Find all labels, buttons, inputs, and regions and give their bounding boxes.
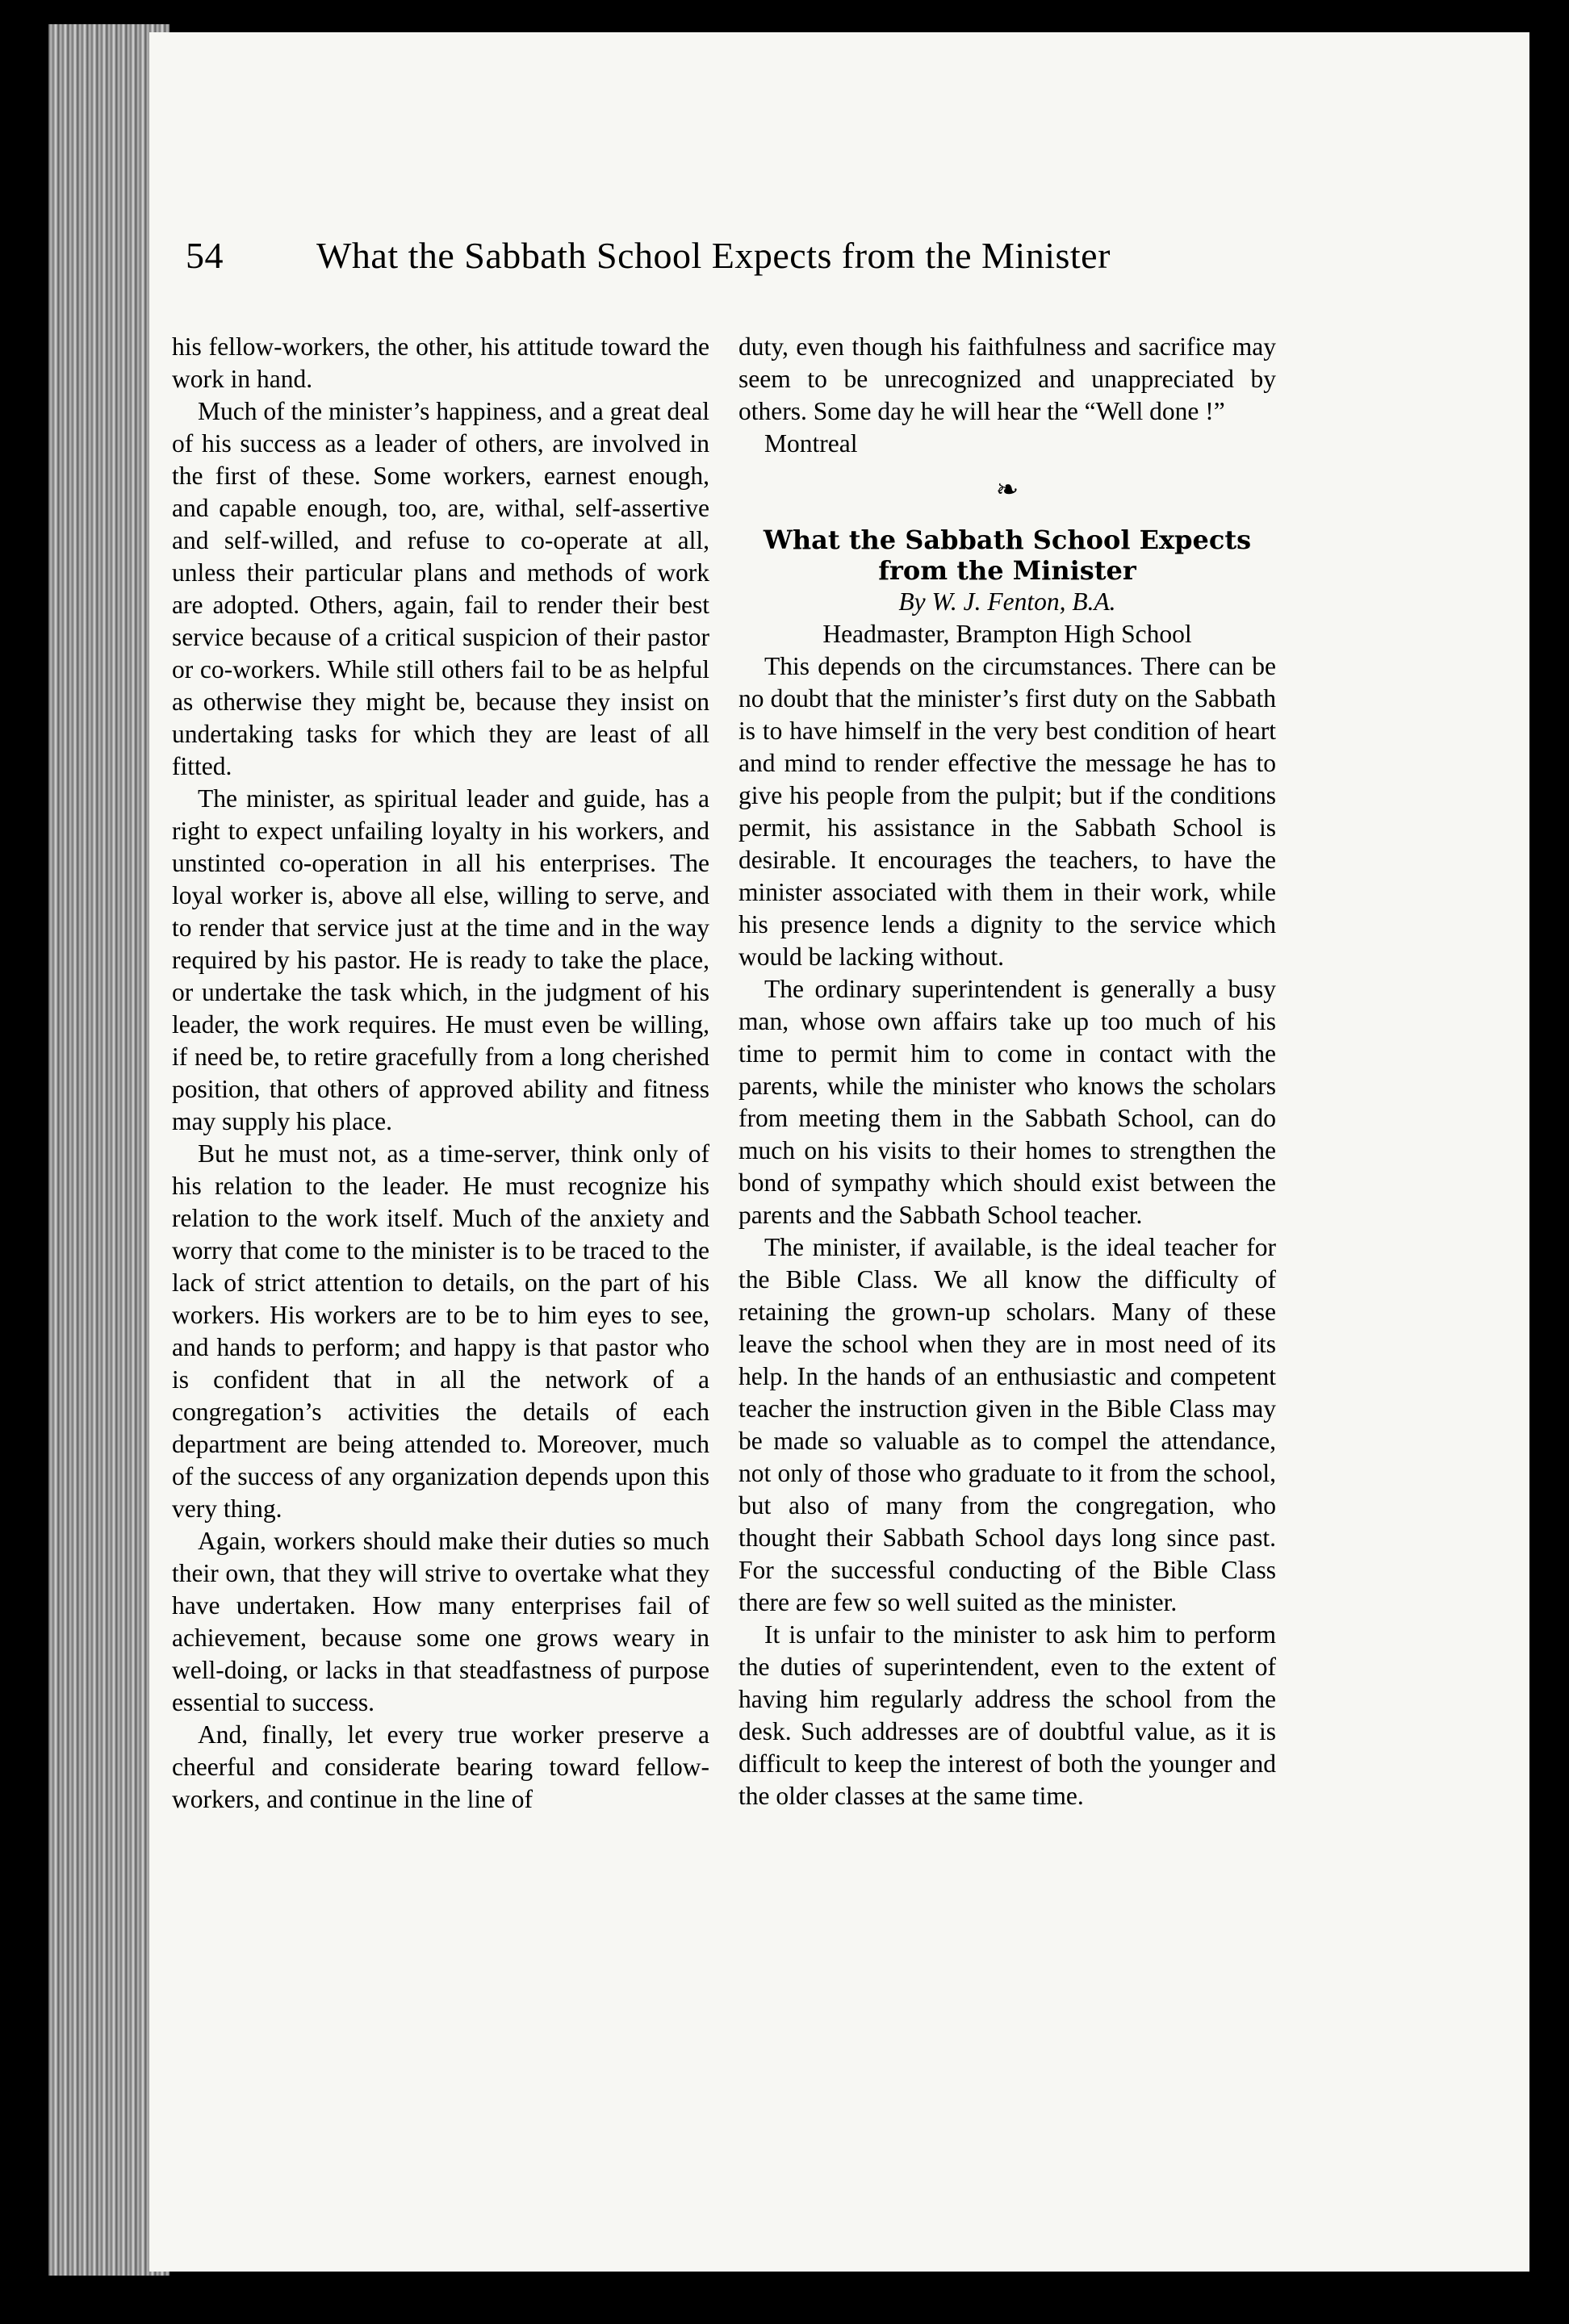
place-signature: Montreal xyxy=(764,429,858,458)
article-title-line: What the Sabbath School Expects xyxy=(763,525,1252,555)
paragraph: But he must not, as a time-server, think only of his relation to the leader. He must recognize his relation to the work itself. Much of the anxiety and worry that come to the minister is to be traced to the lack of strict attention to details, on the part of his workers. His workers are to be to him eyes to see, and hands to perform; and happy is that pastor who is confident that in all the network of a congregation’s activities the details of each department are being attended to. Moreover, much of the success of any organization depends upon this very thing. xyxy=(172,1139,709,1523)
right-column xyxy=(738,331,1276,1812)
paragraph: This depends on the circumstances. There can be no doubt that the minister’s first duty on the Sabbath is to have himself in the very best condition of heart and mind to render effective the message he has to give his people from the pulpit; but if the conditions permit, his assistance in the Sabbath School is desirable. It encourages the teachers, to have the minister associated with them in their work, while his presence lends a dignity to the service which would be lacking without. xyxy=(738,652,1276,971)
paragraph: And, finally, let every true worker preserve a cheerful and considerate bearing toward fellow-workers, and continue in the line of xyxy=(172,1720,709,1813)
byline: By W. J. Fenton, B.A. xyxy=(898,587,1116,616)
paragraph: It is unfair to the minister to ask him to perform the duties of superintendent, even to the extent of having him regularly address the school from the desk. Such addresses are of doubtful value, as it is difficult to keep the interest of both the younger and the older classes at the same time. xyxy=(738,1620,1276,1810)
article-title xyxy=(738,525,1276,586)
paragraph: The minister, if available, is the ideal teacher for the Bible Class. We all know the difficulty of retaining the grown-up scholars. Many of these leave the school when they are in most need of its help. In the hands of an enthusiastic and competent teacher the instruction given in the Bible Class may be made so valuable as to compel the attendance, not only of those who graduate to it from the school, but also of many from the congregation, who thought their Sabbath School days long since past. For the successful conducting of the Bible Class there are few so well suited as the minister. xyxy=(738,1233,1276,1616)
paragraph: Again, workers should make their duties so much their own, that they will strive to overtake what they have undertaken. How many enterprises fail of achievement, because some one grows weary in well-doing, or lacks in that steadfastness of purpose essential to success. xyxy=(172,1527,709,1716)
paragraph: Much of the minister’s happiness, and a great deal of his success as a leader of others, are involved in the first of these. Some workers, earnest enough, and capable enough, too, are, withal, self-assertive and self-willed, and refuse to co-operate at all, unless their particular plans and methods of work are adopted. Others, again, fail to render their best service because of a critical suspicion of their pastor or co-workers. While still others fail to be as helpful as otherwise they might be, because they insist on undertaking tasks for which they are least of all fitted. xyxy=(172,397,709,780)
article-title-line: from the Minister xyxy=(878,555,1136,586)
author-affiliation: Headmaster, Brampton High School xyxy=(822,620,1192,648)
ornament-icon: ❧ xyxy=(995,475,1019,505)
paragraph: his fellow-workers, the other, his attitude toward the work in hand. xyxy=(172,332,709,393)
running-title: What the Sabbath School Expects from the Minister xyxy=(316,235,1111,276)
page-number: 54 xyxy=(186,235,224,276)
paragraph: The minister, as spiritual leader and guide, has a right to expect unfailing loyalty in his workers, and unstinted co-operation in all his enterprises. The loyal worker is, above all else, willing to serve, and to render that service just at the time and in the way required by his pastor. He is ready to take the place, or undertake the task which, in the judgment of his leader, the work requires. He must even be willing, if need be, to retire gracefully from a long cherished position, that others of approved ability and fitness may supply his place. xyxy=(172,784,709,1135)
left-column xyxy=(172,331,709,1816)
paragraph: The ordinary superintendent is generally a busy man, whose own affairs take up too much of his time to permit him to come in contact with the parents, while the minister who knows the scholars from meeting them in the Sabbath School, can do much on his visits to their homes to strengthen the bond of sympathy which should exist between the parents and the Sabbath School teacher. xyxy=(738,975,1276,1229)
paragraph-continuation: duty, even though his faithfulness and sacrifice may seem to be unrecognized and unappreciated by others. Some day he will hear the “Well done !” xyxy=(738,332,1276,425)
